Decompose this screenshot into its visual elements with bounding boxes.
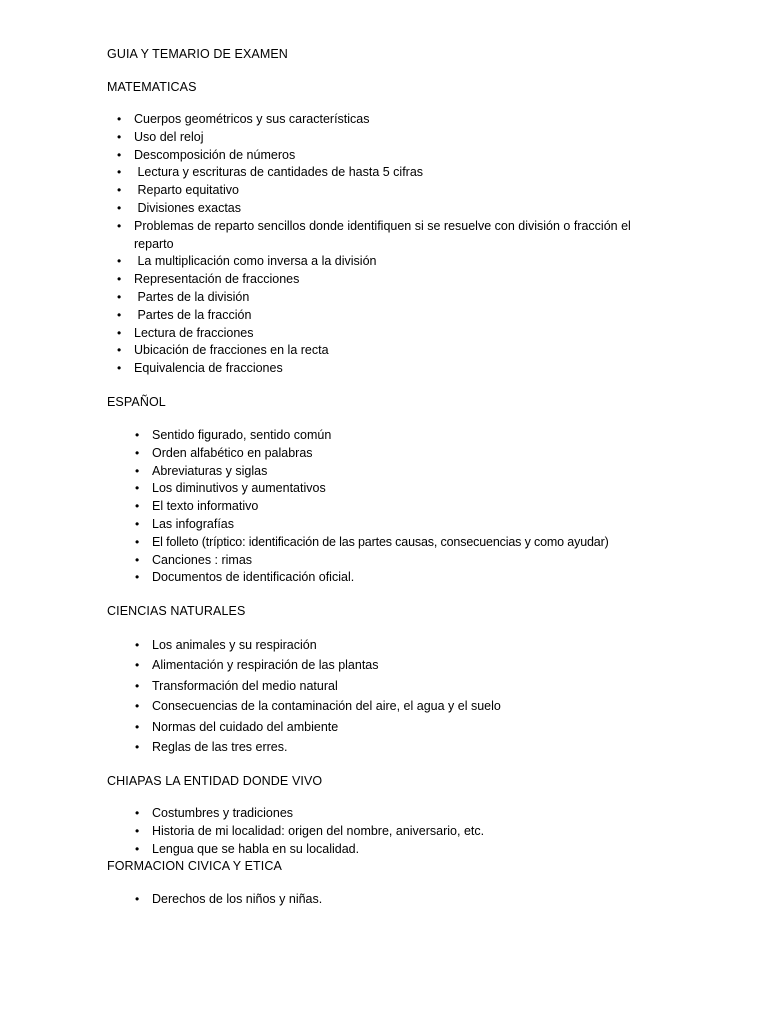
- bullet-icon: •: [135, 445, 140, 460]
- bullet-icon: •: [117, 343, 122, 358]
- bullet-icon: •: [135, 740, 140, 755]
- bullet-icon: •: [117, 183, 122, 198]
- section-heading-ciencias-naturales: CIENCIAS NATURALES: [107, 604, 246, 618]
- list-item: • Documentos de identificación oficial.: [152, 569, 672, 587]
- bullet-icon: •: [135, 823, 140, 838]
- bullet-icon: •: [135, 638, 140, 652]
- document-title: GUIA Y TEMARIO DE EXAMEN: [107, 47, 288, 61]
- section-list-chiapas: [135, 805, 672, 858]
- list-item: • Partes de la división: [134, 289, 654, 307]
- bullet-icon: •: [135, 463, 140, 478]
- bullet-icon: •: [135, 428, 140, 442]
- list-item: • Reglas de las tres erres.: [152, 739, 672, 757]
- bullet-icon: •: [117, 289, 122, 304]
- list-item: • Las infografías: [152, 516, 672, 534]
- list-item: • Alimentación y respiración de las plantas: [152, 657, 672, 675]
- list-item: • Los animales y su respiración: [152, 637, 672, 655]
- list-item: • Problemas de reparto sencillos donde identifiquen si se resuelve con división o fracción el reparto: [117, 218, 631, 251]
- bullet-icon: •: [117, 325, 122, 340]
- bullet-icon: •: [135, 570, 140, 585]
- section-list-matematicas: [117, 111, 654, 378]
- bullet-icon: •: [117, 129, 122, 144]
- list-item: • Costumbres y tradiciones: [152, 805, 672, 823]
- bullet-icon: •: [135, 678, 140, 693]
- section-list-ciencias-naturales: [135, 637, 672, 760]
- bullet-icon: •: [135, 552, 140, 567]
- bullet-icon: •: [117, 307, 122, 322]
- list-item: • Lectura y escrituras de cantidades de hasta 5 cifras: [134, 164, 654, 182]
- list-item: • Consecuencias de la contaminación del aire, el agua y el suelo: [152, 698, 672, 716]
- bullet-icon: •: [117, 218, 122, 233]
- bullet-icon: •: [117, 254, 122, 269]
- bullet-icon: •: [135, 806, 140, 820]
- list-item: • Abreviaturas y siglas: [152, 463, 672, 481]
- section-heading-formacion-civica: FORMACION CIVICA Y ETICA: [107, 859, 282, 873]
- bullet-icon: •: [117, 147, 122, 162]
- list-item: • Sentido figurado, sentido común: [152, 427, 672, 445]
- list-item: • Uso del reloj: [134, 129, 654, 147]
- section-heading-matematicas: MATEMATICAS: [107, 80, 197, 94]
- bullet-icon: •: [117, 272, 122, 287]
- bullet-icon: •: [117, 361, 122, 376]
- bullet-icon: •: [117, 200, 122, 215]
- section-heading-espanol: ESPAÑOL: [107, 395, 166, 409]
- list-item: • Transformación del medio natural: [152, 678, 672, 696]
- list-item: • Divisiones exactas: [134, 200, 654, 218]
- list-item: • Descomposición de números: [134, 147, 654, 165]
- list-item: • Lengua que se habla en su localidad.: [152, 841, 672, 859]
- list-item: • Los diminutivos y aumentativos: [152, 480, 672, 498]
- list-item: • Partes de la fracción: [134, 307, 654, 325]
- bullet-icon: •: [135, 699, 140, 714]
- section-heading-chiapas: CHIAPAS LA ENTIDAD DONDE VIVO: [107, 774, 323, 788]
- list-item: • Ubicación de fracciones en la recta: [134, 342, 654, 360]
- bullet-icon: •: [135, 481, 140, 496]
- bullet-icon: •: [135, 534, 140, 549]
- bullet-icon: •: [135, 841, 140, 856]
- bullet-icon: •: [135, 892, 140, 906]
- bullet-icon: •: [135, 719, 140, 734]
- list-item: • El folleto (tríptico: identificación de las partes causas, consecuencias y como ayudar): [152, 534, 672, 552]
- list-item: • Reparto equitativo: [134, 182, 654, 200]
- list-item: • Lectura de fracciones: [134, 325, 654, 343]
- bullet-icon: •: [135, 516, 140, 531]
- list-item: • Representación de fracciones: [134, 271, 654, 289]
- list-item: • Orden alfabético en palabras: [152, 445, 672, 463]
- bullet-icon: •: [135, 499, 140, 514]
- list-item: • Derechos de los niños y niñas.: [152, 891, 672, 909]
- list-item: • Cuerpos geométricos y sus características: [134, 111, 654, 129]
- list-item: • Equivalencia de fracciones: [134, 360, 654, 378]
- section-list-espanol: [135, 427, 672, 587]
- list-item: • Normas del cuidado del ambiente: [152, 719, 672, 737]
- bullet-icon: •: [117, 165, 122, 180]
- list-item: • La multiplicación como inversa a la división: [134, 253, 654, 271]
- bullet-icon: •: [135, 658, 140, 673]
- bullet-icon: •: [117, 112, 122, 126]
- list-item: • El texto informativo: [152, 498, 672, 516]
- list-item: • Historia de mi localidad: origen del nombre, aniversario, etc.: [152, 823, 672, 841]
- section-list-formacion-civica: [135, 891, 672, 909]
- list-item: • Canciones : rimas: [152, 552, 672, 570]
